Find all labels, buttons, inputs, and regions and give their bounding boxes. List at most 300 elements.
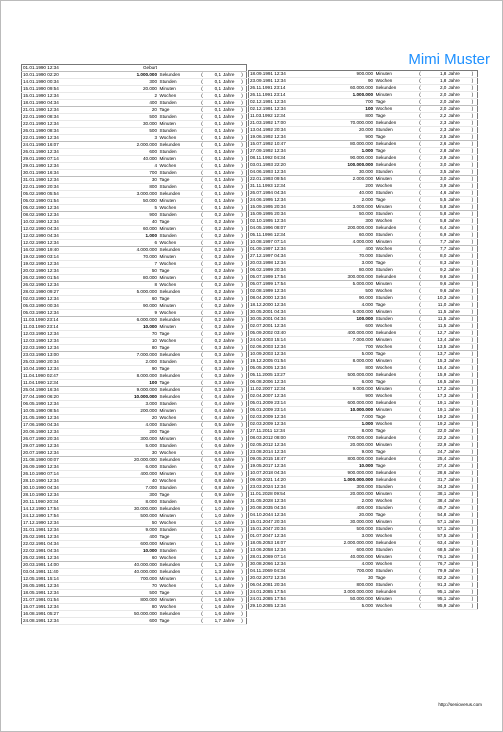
row-paren-close: )	[238, 233, 247, 240]
row-date: 31.01.1990 12:34	[22, 177, 83, 184]
row-paren-close: )	[468, 113, 478, 120]
row-unit: Tage	[158, 366, 198, 373]
row-unit: Sekunden	[158, 289, 198, 296]
row-date: 25.03.1990 20:34	[22, 359, 83, 366]
row-paren-close: )	[468, 589, 478, 596]
row-years: 0,3	[206, 345, 222, 352]
row-unit: Stunden	[374, 484, 415, 491]
row-years-unit: Jahre	[222, 100, 238, 107]
row-paren-close: )	[238, 310, 247, 317]
row-paren-close: )	[238, 100, 247, 107]
row-unit: Wochen	[158, 520, 198, 527]
row-date: 20.03.1991 14:00	[22, 562, 83, 569]
row-unit: Wochen	[158, 282, 198, 289]
row-years: 17,2	[425, 386, 448, 393]
row-paren-open: (	[416, 155, 425, 162]
row-years: 10,3	[425, 295, 448, 302]
row-paren-open: (	[198, 100, 206, 107]
row-date: 12.05.1991 15:14	[22, 576, 83, 583]
table-row	[249, 134, 478, 141]
table-row	[249, 498, 478, 505]
row-years: 0,6	[206, 436, 222, 443]
table-row	[249, 449, 478, 456]
row-years-unit: Jahre	[447, 414, 467, 421]
row-paren-open: (	[416, 232, 425, 239]
row-value: 90.000	[317, 295, 374, 302]
table-row	[249, 582, 478, 589]
row-value: 3	[82, 135, 158, 142]
row-paren-open: (	[198, 380, 206, 387]
row-value: 80.000	[82, 275, 158, 282]
row-years-unit: Jahre	[447, 484, 467, 491]
row-paren-open: (	[416, 358, 425, 365]
row-value: 700.000.000	[317, 435, 374, 442]
row-unit: Stunden	[158, 128, 198, 135]
row-date: 11.01.2028 09:54	[249, 491, 318, 498]
row-date: 16.02.1990 19:40	[22, 247, 83, 254]
row-years-unit: Jahre	[447, 498, 467, 505]
row-years: 6,9	[425, 232, 448, 239]
row-paren-open: (	[416, 568, 425, 575]
row-years: 3,5	[425, 169, 448, 176]
row-years: 63,4	[425, 540, 448, 547]
row-years: 8,0	[425, 253, 448, 260]
row-paren-close: )	[468, 148, 478, 155]
row-years-unit: Jahre	[222, 107, 238, 114]
row-years: 31,7	[425, 477, 448, 484]
row-paren-close: )	[238, 86, 247, 93]
row-unit: Sekunden	[374, 589, 415, 596]
row-date: 05.07.1999 17:54	[249, 274, 318, 281]
row-unit: Stunden	[158, 485, 198, 492]
row-paren-close: )	[468, 393, 478, 400]
row-paren-open: (	[198, 205, 206, 212]
row-date: 25.04.1990 16:34	[22, 387, 83, 394]
row-years-unit: Jahre	[447, 449, 467, 456]
row-unit: Stunden	[158, 233, 198, 240]
row-years-unit: Jahre	[222, 331, 238, 338]
row-unit: Tage	[158, 296, 198, 303]
row-paren-open: (	[416, 99, 425, 106]
row-value: 50	[82, 520, 158, 527]
row-date: 17.06.1990 04:34	[22, 422, 83, 429]
row-paren-close: )	[238, 219, 247, 226]
row-value: 400.000	[317, 505, 374, 512]
row-paren-open: (	[416, 120, 425, 127]
row-value: 30	[317, 575, 374, 582]
row-paren-close: )	[238, 93, 247, 100]
row-date: 14.01.1990 00:34	[22, 79, 83, 86]
table-row	[22, 163, 247, 170]
row-value: 50	[82, 268, 158, 275]
row-years: 38,4	[425, 498, 448, 505]
row-value: 500	[82, 114, 158, 121]
row-years-unit: Jahre	[447, 589, 467, 596]
table-row	[249, 491, 478, 498]
row-value: 2.000	[82, 359, 158, 366]
row-unit: Minuten	[158, 86, 198, 93]
row-paren-close: )	[468, 442, 478, 449]
table-row	[22, 527, 247, 534]
row-paren-close: )	[468, 176, 478, 183]
row-paren-open: (	[416, 260, 425, 267]
row-years-unit: Jahre	[447, 239, 467, 246]
row-paren-close: )	[238, 114, 247, 121]
row-years: 2,0	[425, 99, 448, 106]
row-years-unit: Jahre	[222, 506, 238, 513]
table-row	[22, 72, 247, 79]
row-paren-close: )	[468, 309, 478, 316]
table-row	[22, 345, 247, 352]
row-value: 50.000.000	[82, 611, 158, 618]
row-paren-close: )	[468, 260, 478, 267]
row-paren-close: )	[238, 464, 247, 471]
row-value: 2	[82, 93, 158, 100]
row-years-unit: Jahre	[222, 303, 238, 310]
row-unit: Wochen	[374, 603, 415, 610]
row-years-unit: Jahre	[222, 170, 238, 177]
row-paren-close: )	[238, 534, 247, 541]
row-paren-close: )	[238, 338, 247, 345]
table-row	[22, 331, 247, 338]
row-unit: Minuten	[374, 309, 415, 316]
row-date: 04.11.2069 04:34	[249, 568, 318, 575]
row-unit: Tage	[374, 449, 415, 456]
row-years-unit: Jahre	[222, 590, 238, 597]
row-date: 26.11.1991 23:14	[249, 92, 318, 99]
row-value: 400	[82, 100, 158, 107]
row-paren-open: (	[416, 218, 425, 225]
table-row	[249, 162, 478, 169]
row-value: 400.000	[82, 471, 158, 478]
row-paren-close: )	[468, 505, 478, 512]
row-unit: Sekunden	[158, 142, 198, 149]
row-value: 30.000.000	[317, 519, 374, 526]
row-date: 03.04.1991 11:40	[22, 569, 83, 576]
row-unit: Wochen	[374, 498, 415, 505]
row-years: 19,2	[425, 414, 448, 421]
row-years: 2,2	[425, 113, 448, 120]
row-date: 05.11.1996 12:34	[249, 232, 318, 239]
table-row	[22, 471, 247, 478]
row-date: 24.04.2003 15:14	[249, 337, 318, 344]
row-paren-close: )	[468, 344, 478, 351]
row-years-unit: Jahre	[447, 169, 467, 176]
row-paren-open: (	[416, 533, 425, 540]
table-row	[22, 86, 247, 93]
row-years-unit: Jahre	[222, 562, 238, 569]
row-paren-open: (	[416, 113, 425, 120]
row-unit: Minuten	[374, 596, 415, 603]
row-date: 02.12.1991 12:34	[249, 99, 318, 106]
row-date: 05.02.1990 01:54	[22, 198, 83, 205]
row-paren-open: (	[198, 177, 206, 184]
row-paren-open: (	[198, 443, 206, 450]
row-paren-open: (	[416, 561, 425, 568]
row-value: 3.000	[317, 260, 374, 267]
table-row	[22, 492, 247, 499]
row-value: 6.000	[82, 464, 158, 471]
table-row	[22, 387, 247, 394]
table-row	[249, 477, 478, 484]
row-unit: Stunden	[158, 464, 198, 471]
row-paren-close: )	[468, 141, 478, 148]
row-paren-close: )	[238, 212, 247, 219]
row-unit: Minuten	[158, 303, 198, 310]
row-date: 19.02.1990 12:34	[22, 261, 83, 268]
row-years-unit: Jahre	[447, 78, 467, 85]
row-years-unit: Jahre	[447, 519, 467, 526]
row-years: 0,3	[206, 359, 222, 366]
row-paren-close: )	[238, 541, 247, 548]
row-date: 03.01.1993 22:20	[249, 162, 318, 169]
row-date: 05.01.2009 23:14	[249, 407, 318, 414]
table-row	[22, 506, 247, 513]
row-unit: Minuten	[374, 386, 415, 393]
row-paren-open: (	[198, 394, 206, 401]
row-years: 54,8	[425, 512, 448, 519]
row-years-unit: Jahre	[222, 534, 238, 541]
row-date: 12.03.1990 12:34	[22, 331, 83, 338]
row-date: 20.03.1998 12:34	[249, 260, 318, 267]
row-paren-close: )	[468, 519, 478, 526]
table-row	[22, 156, 247, 163]
row-value: 30	[82, 177, 158, 184]
row-paren-close: )	[468, 316, 478, 323]
row-paren-open: (	[416, 484, 425, 491]
row-unit: Stunden	[158, 114, 198, 121]
row-date: 22.02.1991 04:34	[22, 548, 83, 555]
row-years: 13,7	[425, 351, 448, 358]
row-paren-close: )	[238, 380, 247, 387]
row-date: 10.05.1990 08:54	[22, 408, 83, 415]
row-unit: Wochen	[158, 415, 198, 422]
row-years-unit: Jahre	[222, 219, 238, 226]
row-value: 20.000.000	[82, 457, 158, 464]
row-paren-open: (	[416, 435, 425, 442]
row-paren-close: )	[468, 267, 478, 274]
row-paren-close: )	[238, 408, 247, 415]
row-value: 2.000.000	[82, 142, 158, 149]
row-years: 7,7	[425, 239, 448, 246]
row-unit: Stunden	[374, 253, 415, 260]
row-years-unit: Jahre	[222, 555, 238, 562]
row-paren-close: )	[468, 554, 478, 561]
row-date: 15.01.1990 12:34	[22, 93, 83, 100]
row-unit: Minuten	[158, 254, 198, 261]
row-date: 26.02.1990 01:54	[22, 275, 83, 282]
row-paren-close: )	[238, 289, 247, 296]
row-years-unit: Jahre	[222, 254, 238, 261]
row-years-unit: Jahre	[447, 358, 467, 365]
row-paren-open: (	[198, 191, 206, 198]
table-row	[249, 127, 478, 134]
row-unit: Sekunden	[158, 373, 198, 380]
row-paren-close: )	[238, 170, 247, 177]
row-years: 2,6	[425, 141, 448, 148]
row-paren-close: )	[238, 471, 247, 478]
row-years-unit: Jahre	[222, 611, 238, 618]
row-value: 1.000	[82, 233, 158, 240]
row-years-unit: Jahre	[447, 386, 467, 393]
row-paren-close: )	[238, 128, 247, 135]
row-years-unit: Jahre	[222, 345, 238, 352]
row-unit: Sekunden	[374, 225, 415, 232]
row-paren-open: (	[198, 541, 206, 548]
row-years-unit: Jahre	[447, 379, 467, 386]
row-date: 06.08.2006 12:34	[249, 379, 318, 386]
row-years: 0,2	[206, 275, 222, 282]
row-years: 15,3	[425, 358, 448, 365]
row-years: 82,2	[425, 575, 448, 582]
table-row	[249, 512, 478, 519]
row-years-unit: Jahre	[447, 323, 467, 330]
row-paren-close: )	[238, 156, 247, 163]
row-unit: Wochen	[374, 421, 415, 428]
row-paren-open: (	[416, 379, 425, 386]
row-paren-open: (	[198, 478, 206, 485]
row-years: 0,1	[206, 205, 222, 212]
table-row	[249, 148, 478, 155]
row-paren-open: (	[198, 79, 206, 86]
row-value: 500.000	[82, 513, 158, 520]
row-years-unit: Jahre	[447, 547, 467, 554]
row-date: 10.02.1990 12:34	[22, 219, 83, 226]
row-years-unit: Jahre	[222, 401, 238, 408]
row-unit: Wochen	[158, 555, 198, 562]
row-date: 12.03.1990 12:34	[22, 338, 83, 345]
row-years: 11,5	[425, 316, 448, 323]
row-years-unit: Jahre	[447, 337, 467, 344]
row-years: 0,1	[206, 142, 222, 149]
row-years-unit: Jahre	[447, 218, 467, 225]
row-date: 26.10.1990 07:14	[22, 471, 83, 478]
row-unit: Tage	[158, 268, 198, 275]
row-paren-close: )	[238, 513, 247, 520]
row-unit: Wochen	[158, 583, 198, 590]
row-years-unit: Jahre	[222, 471, 238, 478]
row-date: 02.06.2003 12:34	[249, 344, 318, 351]
row-paren-open: (	[198, 506, 206, 513]
row-value: 9	[82, 310, 158, 317]
row-date: 06.05.1990 12:34	[22, 401, 83, 408]
row-paren-close: )	[238, 583, 247, 590]
row-value: 800	[317, 113, 374, 120]
row-date: 11.03.1990 23:14	[22, 324, 83, 331]
row-years-unit: Jahre	[222, 128, 238, 135]
table-row	[249, 78, 478, 85]
table-row	[249, 589, 478, 596]
row-paren-close: )	[468, 561, 478, 568]
row-paren-close: )	[238, 261, 247, 268]
row-years-unit: Jahre	[447, 106, 467, 113]
table-row	[249, 603, 478, 610]
row-date: 04.05.1996 08:07	[249, 225, 318, 232]
row-years-unit: Jahre	[447, 141, 467, 148]
row-paren-open: (	[416, 554, 425, 561]
row-value: 70	[82, 331, 158, 338]
table-row	[249, 232, 478, 239]
table-row	[249, 533, 478, 540]
row-years-unit: Jahre	[447, 512, 467, 519]
row-years: 22,2	[425, 435, 448, 442]
row-years-unit: Jahre	[222, 310, 238, 317]
table-row	[22, 541, 247, 548]
row-date: 11.04.1990 12:34	[22, 380, 83, 387]
table-row	[22, 604, 247, 611]
row-value: 10.000	[82, 548, 158, 555]
table-row	[22, 317, 247, 324]
row-date: 05.03.1990 00:34	[22, 303, 83, 310]
row-years: 6,4	[425, 225, 448, 232]
row-years: 91,3	[425, 582, 448, 589]
row-date: 02.07.2001 12:34	[249, 323, 318, 330]
row-value: 30	[82, 450, 158, 457]
row-date: 08.03.2012 08:00	[249, 435, 318, 442]
table-row	[249, 288, 478, 295]
row-value: 100	[317, 106, 374, 113]
row-unit: Sekunden	[158, 387, 198, 394]
row-years-unit: Jahre	[222, 86, 238, 93]
row-value: 1.000	[317, 421, 374, 428]
row-value: 600.000	[317, 547, 374, 554]
row-years: 0,6	[206, 457, 222, 464]
row-unit: Wochen	[374, 344, 415, 351]
table-row	[22, 338, 247, 345]
row-years-unit: Jahre	[222, 352, 238, 359]
row-value: 40	[82, 478, 158, 485]
row-unit: Sekunden	[158, 72, 198, 79]
row-date: 27.12.1997 04:34	[249, 253, 318, 260]
table-row	[22, 310, 247, 317]
row-value: 1.000.000	[82, 72, 158, 79]
row-unit: Minuten	[374, 92, 415, 99]
row-unit: Sekunden	[374, 330, 415, 337]
row-value: 70	[82, 583, 158, 590]
row-value: 40.000	[82, 156, 158, 163]
table-row	[249, 99, 478, 106]
row-years: 3,0	[425, 176, 448, 183]
row-paren-close: )	[468, 407, 478, 414]
row-paren-open: (	[416, 603, 425, 610]
row-date: 10.09.2003 12:34	[249, 351, 318, 358]
row-years-unit: Jahre	[222, 548, 238, 555]
table-row	[22, 401, 247, 408]
row-paren-close: )	[468, 302, 478, 309]
row-paren-close: )	[468, 477, 478, 484]
row-years-unit: Jahre	[447, 428, 467, 435]
table-row	[22, 429, 247, 436]
row-date: 20.02.2072 12:34	[249, 575, 318, 582]
table-row	[22, 380, 247, 387]
row-paren-close: )	[468, 281, 478, 288]
row-paren-open: (	[416, 295, 425, 302]
row-years: 3,9	[425, 183, 448, 190]
row-unit: Sekunden	[374, 477, 415, 484]
row-paren-close: )	[238, 191, 247, 198]
table-row	[22, 450, 247, 457]
row-paren-close: )	[238, 597, 247, 604]
row-paren-close: )	[238, 324, 247, 331]
row-unit: Stunden	[158, 548, 198, 555]
row-value: 60	[82, 555, 158, 562]
row-years: 0,1	[206, 170, 222, 177]
row-years: 9,6	[425, 274, 448, 281]
row-unit: Tage	[374, 148, 415, 155]
row-value: 20.000.000	[317, 491, 374, 498]
row-value: 300.000	[82, 436, 158, 443]
row-date: 15.09.1995 20:34	[249, 211, 318, 218]
